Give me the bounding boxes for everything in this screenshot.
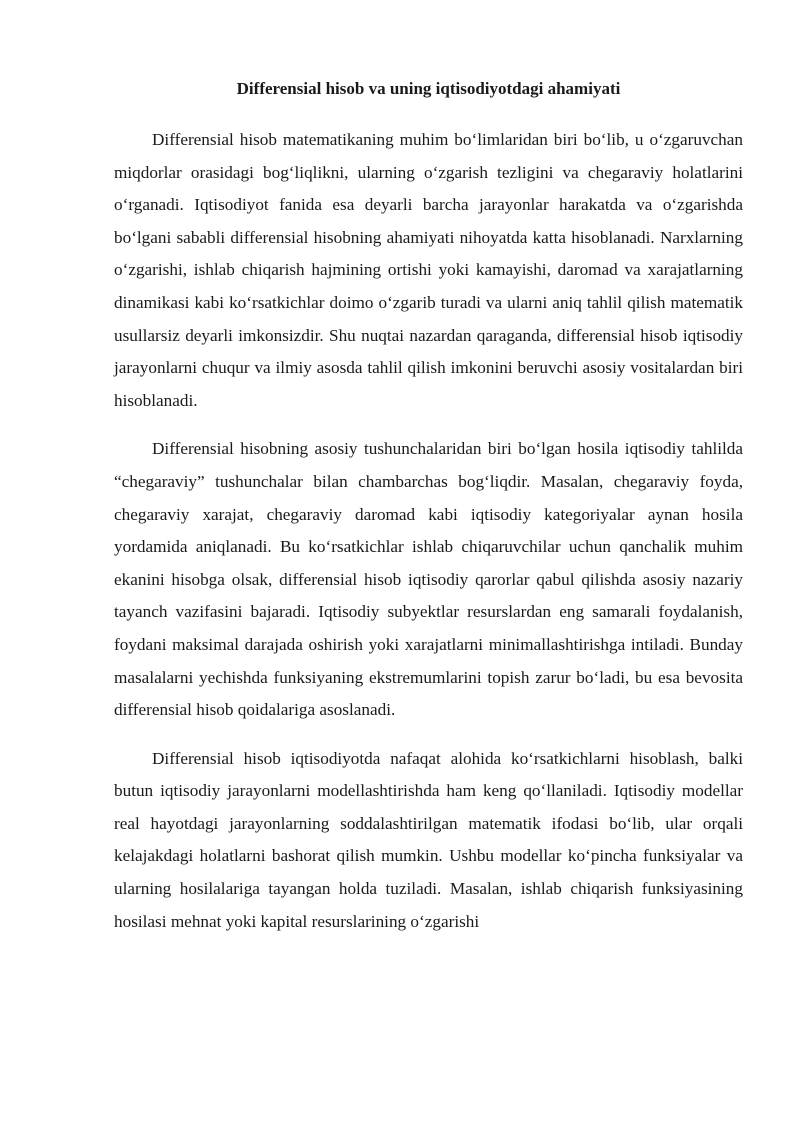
- paragraph-3: Differensial hisob iqtisodiyotda nafaqat alohida ko‘rsatkichlarni hisoblash, balki butun iqtisodiy jarayonlarni modellashtirishda ham keng qo‘llaniladi. Iqtisodiy modellar real hayotdagi jarayonlarning soddalashtirilgan matematik ifodasi bo‘lib, ular orqali kelajakdagi holatlarni bashorat qilish mumkin. Ushbu modellar ko‘pincha funksiyalar va ularning hosilalariga tayangan holda tuziladi. Masalan, ishlab chiqarish funksiyasining hosilasi mehnat yoki kapital resurslarining o‘zgarishi: [114, 748, 743, 931]
- paragraph-2: Differensial hisobning asosiy tushunchalaridan biri bo‘lgan hosila iqtisodiy tahlilda “chegaraviy” tushunchalar bilan chambarchas bog‘liqdir. Masalan, chegaraviy foyda, chegaraviy xarajat, chegaraviy daromad kabi iqtisodiy kategoriyalar aynan hosila yordamida aniqlanadi. Bu ko‘rsatkichlar ishlab chiqaruvchilar uchun qanchalik muhim ekanini hisobga olsak, differensial hisob iqtisodiy qarorlar qabul qilishda asosiy nazariy tayanch vazifasini bajaradi. Iqtisodiy subyektlar resurslardan eng samarali foydalanish, foydani maksimal darajada oshirish yoki xarajatlarni minimallashtirishga intiladi. Bunday masalalarni yechishda funksiyaning ekstremumlarini topish zarur bo‘ladi, bu esa bevosita differensial hisob qoidalariga asoslanadi.: [114, 439, 743, 720]
- paragraph-1: Differensial hisob matematikaning muhim bo‘limlaridan biri bo‘lib, u o‘zgaruvchan miqdorlar orasidagi bog‘liqlikni, ularning o‘zgarish tezligini va chegaraviy holatlarini o‘rganadi. Iqtisodiyot fanida esa deyarli barcha jarayonlar harakatda va o‘zgarishda bo‘lgani sababli differensial hisobning ahamiyati nihoyatda katta hisoblanadi. Narxlarning o‘zgarishi, ishlab chiqarish hajmining ortishi yoki kamayishi, daromad va xarajatlarning dinamikasi kabi ko‘rsatkichlar doimo o‘zgarib turadi va ularni aniq tahlil qilish matematik usullarsiz deyarli imkonsizdir. Shu nuqtai nazardan qaraganda, differensial hisob iqtisodiy jarayonlarni chuqur va ilmiy asosda tahlil qilish imkonini beruvchi asosiy vositalardan biri hisoblanadi.: [114, 130, 743, 410]
- document-title: Differensial hisob va uning iqtisodiyotdagi ahamiyati: [236, 79, 621, 98]
